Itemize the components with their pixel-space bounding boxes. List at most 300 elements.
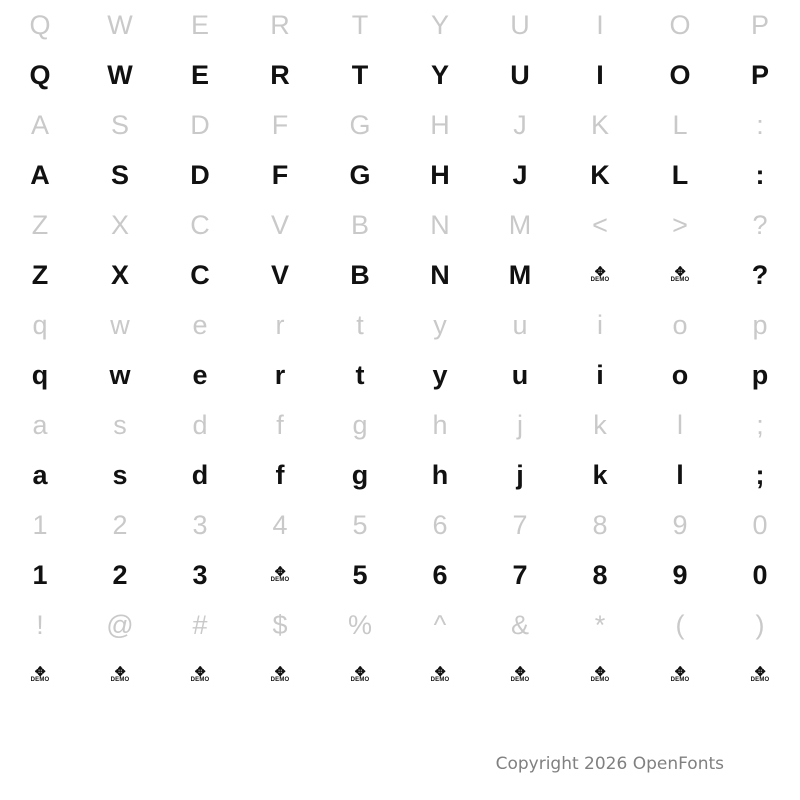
demo-label: DEMO <box>590 276 610 283</box>
glyph-cell <box>0 100 80 150</box>
glyph-cell <box>160 350 240 400</box>
glyph-cell <box>240 550 320 600</box>
glyph: 7 <box>512 509 528 540</box>
glyph-row <box>0 550 800 600</box>
glyph: ? <box>752 209 768 240</box>
glyph: Y <box>430 9 449 40</box>
glyph: 3 <box>192 509 208 540</box>
glyph: E <box>190 59 209 90</box>
glyph-cell <box>400 50 480 100</box>
glyph-cell <box>320 350 400 400</box>
glyph: s <box>113 409 127 440</box>
glyph: H <box>430 109 450 140</box>
glyph: j <box>517 409 523 440</box>
demo-splat-icon: ✥ <box>594 663 606 679</box>
glyph-cell <box>80 0 160 50</box>
glyph: g <box>351 459 369 490</box>
glyph-cell <box>720 600 800 650</box>
glyph-row <box>0 150 800 200</box>
glyph: k <box>592 459 608 490</box>
glyph-cell <box>160 0 240 50</box>
glyph-row <box>0 400 800 450</box>
glyph-cell <box>80 350 160 400</box>
glyph-cell <box>560 250 640 300</box>
copyright-notice: Copyright 2026 OpenFonts <box>495 754 724 774</box>
glyph: 0 <box>752 559 768 590</box>
glyph-cell <box>0 650 80 700</box>
glyph: ! <box>36 609 44 640</box>
glyph-cell <box>160 550 240 600</box>
glyph-cell <box>320 450 400 500</box>
demo-watermark-icon <box>30 663 50 684</box>
glyph-cell <box>720 500 800 550</box>
glyph-cell <box>400 450 480 500</box>
glyph: 1 <box>32 509 48 540</box>
glyph-cell <box>0 150 80 200</box>
demo-watermark-icon <box>190 663 210 684</box>
glyph: d <box>192 409 208 440</box>
glyph-cell <box>640 200 720 250</box>
glyph-cell <box>480 50 560 100</box>
glyph-cell <box>160 400 240 450</box>
glyph-cell <box>160 150 240 200</box>
glyph-cell <box>560 650 640 700</box>
glyph-cell <box>240 50 320 100</box>
glyph-cell <box>0 0 80 50</box>
glyph-cell <box>400 200 480 250</box>
glyph: I <box>596 9 604 40</box>
glyph-cell <box>400 500 480 550</box>
demo-watermark-icon <box>510 663 530 684</box>
glyph-cell <box>80 100 160 150</box>
glyph: 7 <box>512 559 528 590</box>
glyph: a <box>32 409 48 440</box>
glyph: o <box>672 309 688 340</box>
glyph-cell <box>560 150 640 200</box>
glyph: s <box>112 459 128 490</box>
glyph: < <box>592 209 608 240</box>
glyph-cell <box>320 100 400 150</box>
glyph-cell <box>240 200 320 250</box>
glyph: q <box>31 359 49 390</box>
glyph-cell <box>480 350 560 400</box>
glyph-row <box>0 300 800 350</box>
glyph: 2 <box>112 509 128 540</box>
glyph: f <box>275 459 285 490</box>
glyph-cell <box>720 300 800 350</box>
glyph-cell <box>240 250 320 300</box>
glyph: J <box>513 109 527 140</box>
glyph-row <box>0 50 800 100</box>
glyph: 2 <box>112 559 128 590</box>
glyph: A <box>30 159 50 190</box>
glyph: $ <box>272 609 288 640</box>
glyph-cell <box>640 150 720 200</box>
glyph: O <box>669 9 691 40</box>
demo-watermark-icon <box>590 663 610 684</box>
glyph-cell <box>560 500 640 550</box>
demo-label: DEMO <box>190 676 210 683</box>
glyph: t <box>356 309 364 340</box>
demo-splat-icon: ✥ <box>34 663 46 679</box>
demo-watermark-icon <box>110 663 130 684</box>
glyph: G <box>349 159 371 190</box>
glyph-cell <box>560 0 640 50</box>
glyph: ) <box>755 609 765 640</box>
glyph-cell <box>240 400 320 450</box>
demo-label: DEMO <box>270 676 290 683</box>
glyph-cell <box>400 600 480 650</box>
glyph: q <box>32 309 48 340</box>
glyph: 6 <box>432 559 448 590</box>
glyph-cell <box>720 550 800 600</box>
glyph: J <box>512 159 528 190</box>
glyph: B <box>350 259 370 290</box>
glyph-cell <box>560 400 640 450</box>
glyph-cell <box>160 250 240 300</box>
glyph: 5 <box>352 559 368 590</box>
glyph: G <box>349 109 371 140</box>
glyph-cell <box>160 450 240 500</box>
glyph: V <box>270 209 289 240</box>
glyph: Q <box>29 59 51 90</box>
demo-label: DEMO <box>670 276 690 283</box>
glyph: C <box>190 209 210 240</box>
glyph: D <box>190 159 210 190</box>
glyph-cell <box>320 250 400 300</box>
glyph: ^ <box>433 609 447 640</box>
glyph: M <box>508 259 532 290</box>
glyph: ? <box>751 259 769 290</box>
glyph-cell <box>560 550 640 600</box>
glyph: g <box>352 409 368 440</box>
glyph: @ <box>106 609 134 640</box>
demo-watermark-icon <box>430 663 450 684</box>
glyph: N <box>430 209 450 240</box>
glyph-cell <box>240 450 320 500</box>
glyph: k <box>593 409 607 440</box>
glyph-cell <box>640 50 720 100</box>
glyph: K <box>590 109 609 140</box>
glyph-cell <box>480 450 560 500</box>
glyph-cell <box>480 200 560 250</box>
glyph-cell <box>720 100 800 150</box>
glyph-cell <box>400 400 480 450</box>
demo-splat-icon: ✥ <box>434 663 446 679</box>
glyph-row <box>0 650 800 700</box>
glyph: : <box>756 109 764 140</box>
glyph: r <box>274 359 286 390</box>
glyph-cell <box>80 200 160 250</box>
glyph-cell <box>240 600 320 650</box>
glyph: e <box>192 309 208 340</box>
glyph: ; <box>755 459 765 490</box>
glyph-cell <box>400 300 480 350</box>
glyph-cell <box>480 150 560 200</box>
glyph-cell <box>640 500 720 550</box>
glyph: r <box>275 309 285 340</box>
glyph: B <box>350 209 369 240</box>
glyph-cell <box>720 150 800 200</box>
glyph: > <box>672 209 688 240</box>
glyph-cell <box>640 400 720 450</box>
glyph-cell <box>240 0 320 50</box>
glyph: P <box>750 59 769 90</box>
glyph: K <box>590 159 610 190</box>
glyph: 6 <box>432 509 448 540</box>
demo-splat-icon: ✥ <box>194 663 206 679</box>
glyph-cell <box>480 400 560 450</box>
glyph: E <box>190 9 209 40</box>
glyph: w <box>110 309 130 340</box>
glyph: 1 <box>32 559 48 590</box>
glyph: P <box>750 9 769 40</box>
glyph: D <box>190 109 210 140</box>
glyph-cell <box>720 650 800 700</box>
glyph-cell <box>480 650 560 700</box>
glyph: L <box>672 109 688 140</box>
glyph-cell <box>240 500 320 550</box>
glyph: i <box>597 309 603 340</box>
glyph-cell <box>0 450 80 500</box>
demo-splat-icon: ✥ <box>274 663 286 679</box>
glyph-cell <box>720 450 800 500</box>
demo-label: DEMO <box>590 676 610 683</box>
demo-watermark-icon <box>350 663 370 684</box>
glyph-cell <box>480 0 560 50</box>
glyph: d <box>191 459 209 490</box>
glyph: ; <box>756 409 764 440</box>
glyph-cell <box>560 50 640 100</box>
glyph: L <box>671 159 689 190</box>
glyph: Z <box>31 259 49 290</box>
demo-splat-icon: ✥ <box>754 663 766 679</box>
glyph-row <box>0 200 800 250</box>
glyph-cell <box>480 250 560 300</box>
glyph-cell <box>480 100 560 150</box>
glyph: 5 <box>352 509 368 540</box>
glyph-cell <box>80 150 160 200</box>
demo-label: DEMO <box>30 676 50 683</box>
glyph-cell <box>0 200 80 250</box>
glyph-cell <box>160 200 240 250</box>
glyph: p <box>751 359 769 390</box>
glyph: R <box>270 9 290 40</box>
demo-splat-icon: ✥ <box>674 263 686 279</box>
glyph: C <box>190 259 210 290</box>
glyph: t <box>355 359 365 390</box>
glyph-cell <box>160 100 240 150</box>
glyph-row <box>0 250 800 300</box>
glyph-cell <box>480 300 560 350</box>
glyph: w <box>109 359 131 390</box>
glyph-cell <box>640 650 720 700</box>
glyph-cell <box>80 650 160 700</box>
glyph: f <box>276 409 284 440</box>
glyph-row <box>0 450 800 500</box>
glyph-cell <box>400 350 480 400</box>
glyph: U <box>510 59 530 90</box>
glyph: e <box>192 359 208 390</box>
demo-splat-icon: ✥ <box>514 663 526 679</box>
demo-label: DEMO <box>670 676 690 683</box>
glyph-cell <box>80 250 160 300</box>
glyph-cell <box>640 0 720 50</box>
glyph: T <box>351 59 369 90</box>
glyph-cell <box>320 650 400 700</box>
demo-label: DEMO <box>110 676 130 683</box>
glyph: 8 <box>592 509 608 540</box>
glyph-cell <box>560 200 640 250</box>
glyph: p <box>752 309 768 340</box>
glyph-cell <box>400 150 480 200</box>
glyph: : <box>755 159 765 190</box>
glyph-cell <box>640 550 720 600</box>
glyph: u <box>511 359 529 390</box>
glyph: y <box>432 359 448 390</box>
glyph-cell <box>640 450 720 500</box>
glyph: W <box>107 59 133 90</box>
glyph: 4 <box>272 509 288 540</box>
glyph: 8 <box>592 559 608 590</box>
glyph: j <box>516 459 524 490</box>
demo-splat-icon: ✥ <box>274 563 286 579</box>
glyph-cell <box>640 300 720 350</box>
glyph: T <box>351 9 369 40</box>
glyph-row <box>0 0 800 50</box>
demo-label: DEMO <box>350 676 370 683</box>
glyph-cell <box>0 500 80 550</box>
glyph: * <box>594 609 606 640</box>
glyph-cell <box>160 600 240 650</box>
demo-label: DEMO <box>510 676 530 683</box>
glyph-cell <box>320 600 400 650</box>
glyph-cell <box>560 300 640 350</box>
glyph: l <box>677 409 683 440</box>
glyph: h <box>432 409 448 440</box>
glyph: 3 <box>192 559 208 590</box>
glyph-cell <box>720 50 800 100</box>
glyph-cell <box>320 50 400 100</box>
glyph-cell <box>80 50 160 100</box>
glyph: l <box>676 459 684 490</box>
glyph-cell <box>160 650 240 700</box>
glyph: M <box>508 209 532 240</box>
glyph-row <box>0 100 800 150</box>
glyph-cell <box>720 350 800 400</box>
glyph: R <box>270 59 290 90</box>
glyph-cell <box>160 50 240 100</box>
glyph-cell <box>80 400 160 450</box>
demo-label: DEMO <box>430 676 450 683</box>
glyph: X <box>110 209 129 240</box>
glyph-cell <box>160 500 240 550</box>
glyph-cell <box>720 250 800 300</box>
glyph-cell <box>640 100 720 150</box>
glyph: S <box>110 159 129 190</box>
glyph-cell <box>560 600 640 650</box>
glyph: F <box>271 159 289 190</box>
glyph-cell <box>240 650 320 700</box>
glyph: N <box>430 259 450 290</box>
glyph-cell <box>560 350 640 400</box>
glyph: V <box>270 259 289 290</box>
glyph: o <box>671 359 689 390</box>
glyph-cell <box>320 0 400 50</box>
glyph: S <box>110 109 129 140</box>
glyph-cell <box>640 350 720 400</box>
glyph: A <box>30 109 49 140</box>
glyph: 0 <box>752 509 768 540</box>
glyph: y <box>433 309 447 340</box>
glyph-cell <box>320 200 400 250</box>
glyph-cell <box>240 150 320 200</box>
glyph-cell <box>80 450 160 500</box>
glyph-cell <box>400 650 480 700</box>
glyph-cell <box>0 300 80 350</box>
demo-watermark-icon <box>270 663 290 684</box>
glyph: H <box>430 159 450 190</box>
glyph-cell <box>320 300 400 350</box>
glyph-cell <box>80 550 160 600</box>
glyph-cell <box>80 600 160 650</box>
glyph: ( <box>675 609 685 640</box>
glyph: X <box>110 259 129 290</box>
glyph: W <box>107 9 133 40</box>
glyph-cell <box>0 250 80 300</box>
glyph-cell <box>240 350 320 400</box>
glyph: a <box>32 459 48 490</box>
demo-splat-icon: ✥ <box>114 663 126 679</box>
glyph-cell <box>720 0 800 50</box>
glyph-row <box>0 500 800 550</box>
glyph-cell <box>0 400 80 450</box>
glyph: O <box>669 59 691 90</box>
glyph: 9 <box>672 509 688 540</box>
glyph-cell <box>80 300 160 350</box>
demo-watermark-icon <box>670 663 690 684</box>
glyph: u <box>512 309 528 340</box>
demo-splat-icon: ✥ <box>354 663 366 679</box>
glyph-cell <box>640 600 720 650</box>
glyph: & <box>510 609 529 640</box>
glyph-cell <box>0 600 80 650</box>
glyph: Q <box>29 9 51 40</box>
demo-splat-icon: ✥ <box>594 263 606 279</box>
demo-watermark-icon <box>270 563 290 584</box>
glyph-cell <box>240 100 320 150</box>
glyph-cell <box>400 0 480 50</box>
glyph-cell <box>720 400 800 450</box>
glyph-row <box>0 350 800 400</box>
glyph-cell <box>240 300 320 350</box>
glyph: i <box>596 359 604 390</box>
glyph-cell <box>80 500 160 550</box>
glyph: F <box>271 109 289 140</box>
demo-watermark-icon <box>590 263 610 284</box>
glyph-cell <box>480 550 560 600</box>
glyph-cell <box>320 550 400 600</box>
glyph-cell <box>400 250 480 300</box>
glyph-cell <box>0 550 80 600</box>
glyph-row <box>0 600 800 650</box>
demo-watermark-icon <box>750 663 770 684</box>
glyph-cell <box>320 500 400 550</box>
demo-watermark-icon <box>670 263 690 284</box>
glyph: 9 <box>672 559 688 590</box>
glyph: h <box>431 459 449 490</box>
glyph: # <box>192 609 208 640</box>
